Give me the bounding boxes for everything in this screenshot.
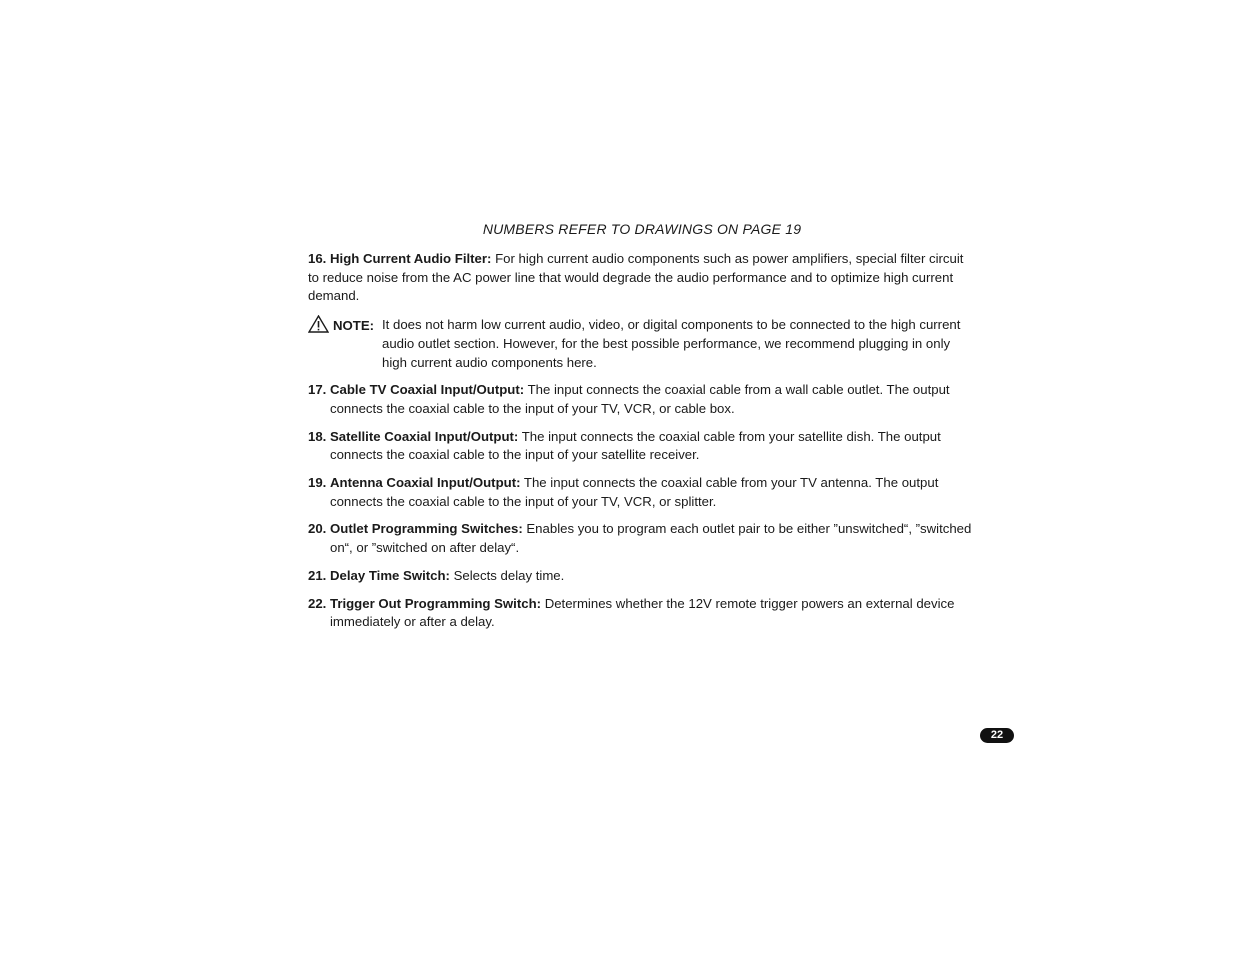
item-text: The input connects the coaxial cable from your TV antenna. The output connects the coaxial cable to the input of your TV, VCR, or splitter. (330, 475, 939, 509)
item-text: Selects delay time. (453, 567, 565, 583)
item-term: Antenna Coaxial Input/Output: (330, 475, 521, 491)
page-number-badge: 22 (980, 728, 1014, 743)
warning-triangle-icon (308, 315, 329, 333)
page-header: NUMBERS REFER TO DRAWINGS ON PAGE 19 (482, 221, 802, 237)
item-22 (308, 595, 978, 632)
item-term: Trigger Out Programming Switch: (330, 595, 542, 611)
item-term: Delay Time Switch: (330, 567, 450, 583)
item-19 (308, 474, 978, 511)
item-number: 18. (308, 428, 327, 444)
item-16 (308, 250, 978, 306)
item-text: Determines whether the 12V remote trigger powers an external device immediately or after a delay. (330, 595, 955, 630)
note-text: It does not harm low current audio, video, or digital components to be connected to the high current audio outlet section. However, for the best possible performance, we recommend plugging in only high current audio components here. (382, 317, 961, 370)
note-label: NOTE: (333, 318, 375, 334)
item-term: Satellite Coaxial Input/Output: (330, 428, 519, 444)
item-term: High Current Audio Filter: (330, 251, 492, 266)
item-number: 17. (308, 382, 327, 398)
item-number: 16. (308, 251, 327, 266)
item-number: 20. (308, 521, 327, 537)
item-text: Enables you to program each outlet pair to be either ”unswitched“, ”switched on“, or ”switched on after delay“. (330, 521, 972, 556)
item-term: Cable TV Coaxial Input/Output: (330, 382, 525, 398)
item-number: 22. (308, 595, 327, 611)
item-number: 21. (308, 567, 327, 583)
item-18 (308, 428, 978, 465)
note-head (308, 315, 374, 336)
item-text: For high current audio components such as power amplifiers, special filter circuit to reduce noise from the AC power line that would degrade the audio performance and to optimize high current demand. (308, 251, 964, 304)
note-block (308, 315, 978, 372)
item-text: The input connects the coaxial cable from your satellite dish. The output connects the coaxial cable to the input of your satellite receiver. (330, 428, 941, 463)
item-number: 19. (308, 475, 327, 491)
item-term: Outlet Programming Switches: (330, 521, 523, 537)
item-20 (308, 520, 978, 557)
item-17 (308, 381, 978, 418)
document-body (308, 250, 978, 641)
item-text: The input connects the coaxial cable from a wall cable outlet. The output connects the coaxial cable to the input of your TV, VCR, or cable box. (330, 382, 950, 416)
item-21 (308, 567, 978, 586)
